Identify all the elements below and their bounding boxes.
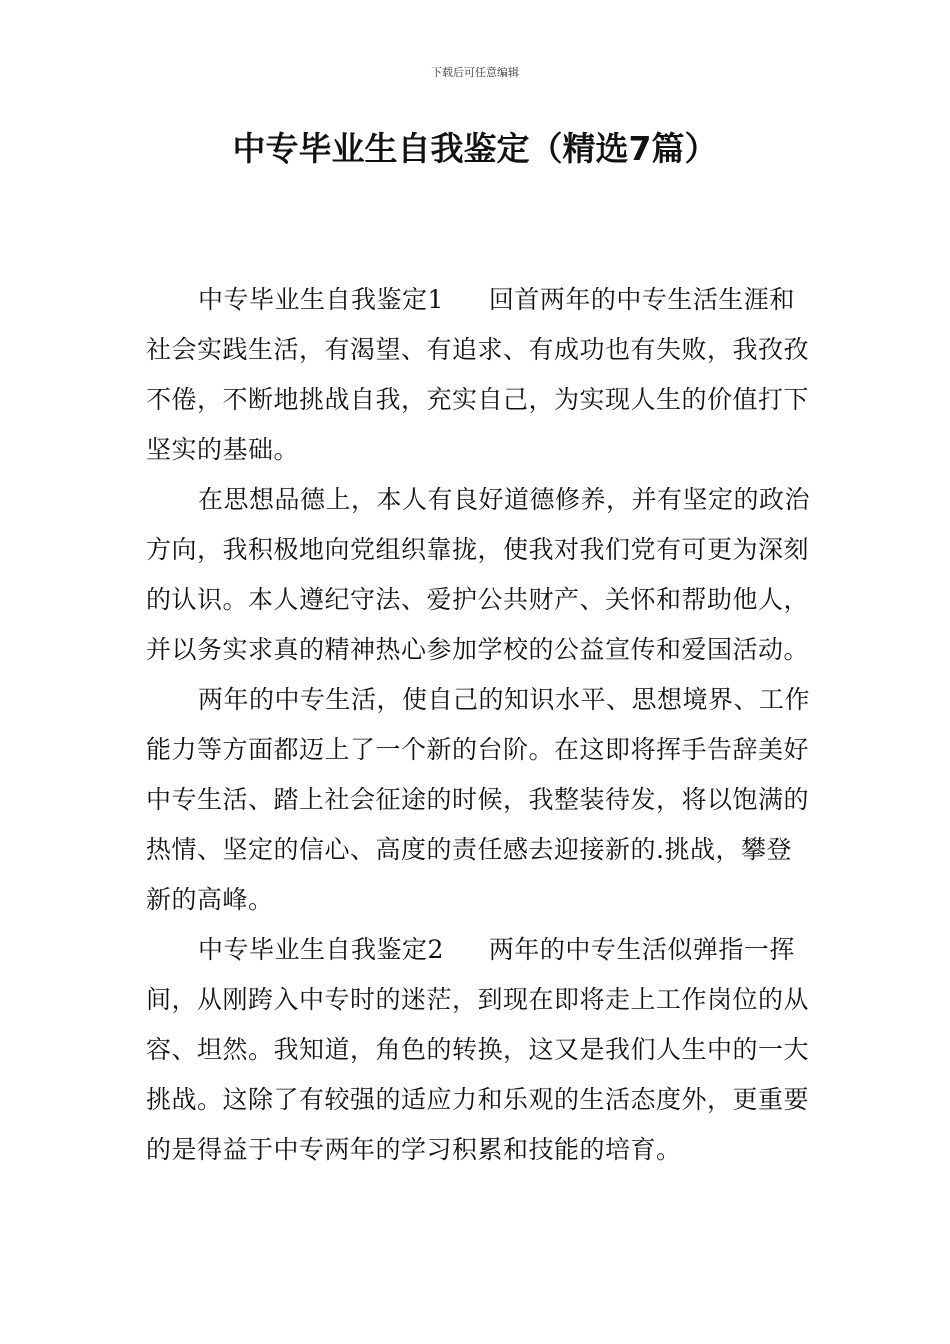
header-note: 下载后可任意编辑 [431, 66, 519, 79]
paragraph-text: 在思想品德上，本人有良好道德修养，并有坚定的政治方向，我积极地向党组织靠拢，使我对我们党有可更为深刻的认识。本人遵纪守法、爱护公共财产、关怀和帮助他人，并以务实求真的精神热心参加学校的公益宣传和爱国活动。 [146, 485, 811, 664]
paragraph-4 [146, 925, 816, 1175]
paragraph-2 [146, 475, 816, 675]
paragraph-text: 两年的中专生活，使自己的知识水平、思想境界、工作能力等方面都迈上了一个新的台阶。在这即将挥手告辞美好中专生活、踏上社会征途的时候，我整装待发，将以饱满的热情、坚定的信心、高度的责任感去迎接新的.挑战，攀登新的高峰。 [146, 685, 811, 914]
paragraph-text: 回首两年的中专生活生涯和社会实践生活，有渴望、有追求、有成功也有失败，我孜孜不倦，不断地挑战自我，充实自己，为实现人生的价值打下坚实的基础。 [146, 285, 810, 464]
document-title: 中专毕业生自我鉴定（精选7篇） [232, 129, 718, 168]
document-body [146, 275, 816, 1175]
section-heading-1: 中专毕业生自我鉴定1 [198, 285, 444, 314]
section-heading-2: 中专毕业生自我鉴定2 [198, 935, 444, 964]
paragraph-text: 两年的中专生活似弹指一挥间，从刚跨入中专时的迷茫，到现在即将走上工作岗位的从容、坦然。我知道，角色的转换，这又是我们人生中的一大挑战。这除了有较强的适应力和乐观的生活态度外，更重要的是得益于中专两年的学习积累和技能的培育。 [146, 935, 810, 1164]
paragraph-3 [146, 675, 816, 925]
paragraph-1 [146, 275, 816, 475]
